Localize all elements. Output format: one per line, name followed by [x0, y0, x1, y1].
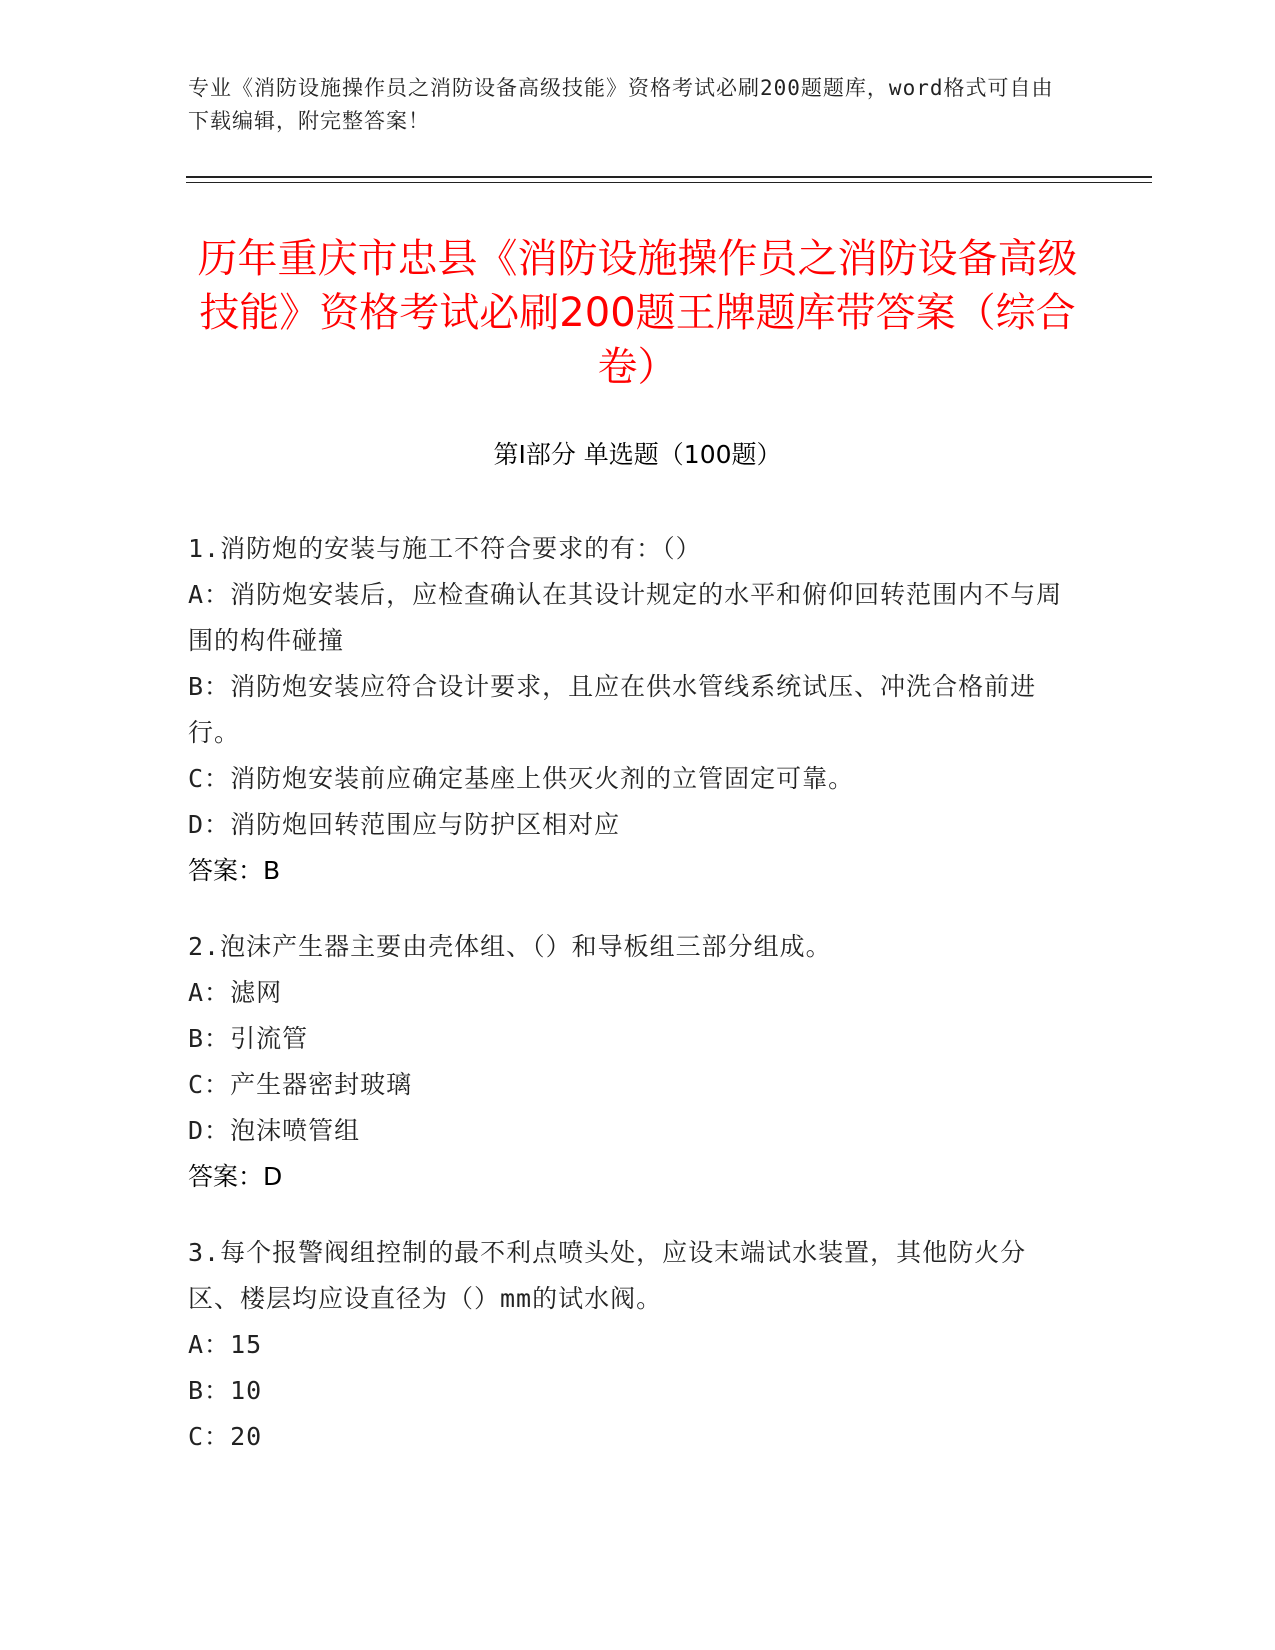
option-c [188, 1414, 1068, 1460]
option-text: 消防炮安装应符合设计要求，且应在供水管线系统试压、冲洗合格前进行。 [188, 672, 1037, 747]
option-key: A： [188, 580, 231, 609]
option-c [188, 756, 1068, 802]
question-stem: 2.泡沫产生器主要由壳体组、（）和导板组三部分组成。 [188, 932, 832, 961]
option-key: C： [188, 1070, 231, 1099]
option-a [188, 572, 1068, 664]
option-text: 产生器密封玻璃 [230, 1070, 413, 1099]
option-c [188, 1062, 1068, 1108]
option-text: 15 [230, 1330, 263, 1359]
option-text: 20 [230, 1422, 263, 1451]
header-rule-thick [186, 176, 1152, 178]
option-key: A： [188, 1330, 231, 1359]
option-text: 泡沫喷管组 [230, 1116, 361, 1145]
option-b [188, 664, 1068, 756]
document-title: 历年重庆市忠县《消防设施操作员之消防设备高级技能》资格考试必刷200题王牌题库带答案（综合卷） [197, 236, 1078, 390]
option-text: 引流管 [230, 1024, 309, 1053]
question-2 [188, 924, 1068, 1200]
question-stem: 1.消防炮的安装与施工不符合要求的有：（） [188, 534, 702, 563]
section-title: 第Ⅰ部分 单选题（100题） [493, 440, 782, 469]
question-list [188, 526, 1068, 1490]
option-key: D： [188, 1116, 231, 1145]
option-text: 消防炮回转范围应与防护区相对应 [230, 810, 621, 839]
header-rule-thin [186, 182, 1152, 183]
option-key: D： [188, 810, 231, 839]
option-d [188, 1108, 1068, 1154]
answer: 答案：B [188, 856, 281, 885]
option-key: B： [188, 1024, 231, 1053]
option-a [188, 970, 1068, 1016]
question-3 [188, 1230, 1068, 1460]
header-note: 专业《消防设施操作员之消防设备高级技能》资格考试必刷200题题库，word格式可自由下载编辑，附完整答案！ [188, 76, 1054, 133]
option-text: 10 [230, 1376, 263, 1405]
question-stem: 3.每个报警阀组控制的最不利点喷头处，应设末端试水装置，其他防火分区、楼层均应设直径为（）mm的试水阀。 [188, 1238, 1027, 1313]
option-d [188, 802, 1068, 848]
option-key: B： [188, 672, 231, 701]
option-a [188, 1322, 1068, 1368]
option-key: B： [188, 1376, 231, 1405]
option-text: 滤网 [230, 978, 283, 1007]
option-b [188, 1368, 1068, 1414]
option-text: 消防炮安装后，应检查确认在其设计规定的水平和俯仰回转范围内不与周围的构件碰撞 [188, 580, 1063, 655]
option-b [188, 1016, 1068, 1062]
answer: 答案：D [188, 1162, 283, 1191]
option-text: 消防炮安装前应确定基座上供灭火剂的立管固定可靠。 [230, 764, 855, 793]
option-key: C： [188, 764, 231, 793]
option-key: A： [188, 978, 231, 1007]
question-1 [188, 526, 1068, 894]
option-key: C： [188, 1422, 231, 1451]
